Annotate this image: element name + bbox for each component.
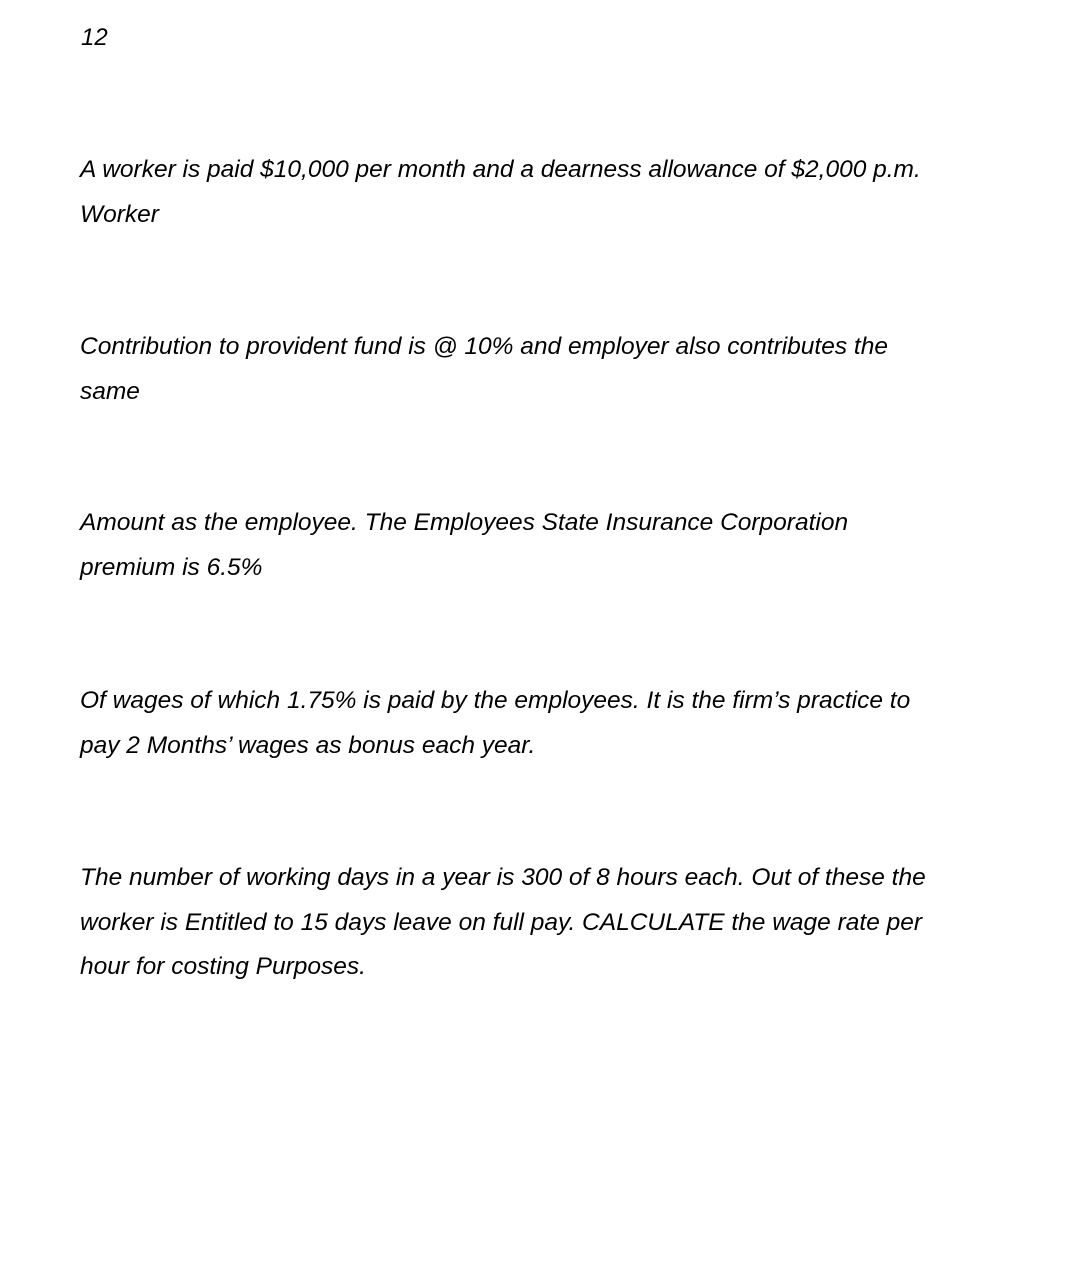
paragraph-provident-fund: [80, 325, 1020, 414]
paragraph-line: worker is Entitled to 15 days leave on full pay. CALCULATE the wage rate per: [80, 908, 923, 936]
paragraph-line: pay 2 Months’ wages as bonus each year.: [80, 731, 536, 759]
paragraph-line: Amount as the employee. The Employees State Insurance Corporation: [80, 509, 849, 536]
paragraph-line: premium is 6.5%: [80, 553, 263, 581]
paragraph-line: A worker is paid $10,000 per month and a dearness allowance of $2,000 p.m.: [80, 156, 921, 183]
paragraph-line: The number of working days in a year is 300 of 8 hours each. Out of these the: [80, 864, 926, 891]
paragraph-line: same: [80, 377, 140, 405]
paragraph-bonus: [80, 679, 1020, 768]
paragraph-line: Contribution to provident fund is @ 10% and employer also contributes the: [80, 333, 888, 360]
page-number: 12: [81, 24, 108, 51]
paragraph-line: Worker: [80, 200, 159, 228]
paragraph-line: hour for costing Purposes.: [80, 953, 366, 980]
paragraph-working-days: [80, 856, 1020, 990]
paragraph-esi-premium: [80, 501, 1020, 590]
paragraph-line: Of wages of which 1.75% is paid by the employees. It is the firm’s practice to: [80, 687, 911, 714]
paragraph-salary: [80, 148, 1020, 237]
